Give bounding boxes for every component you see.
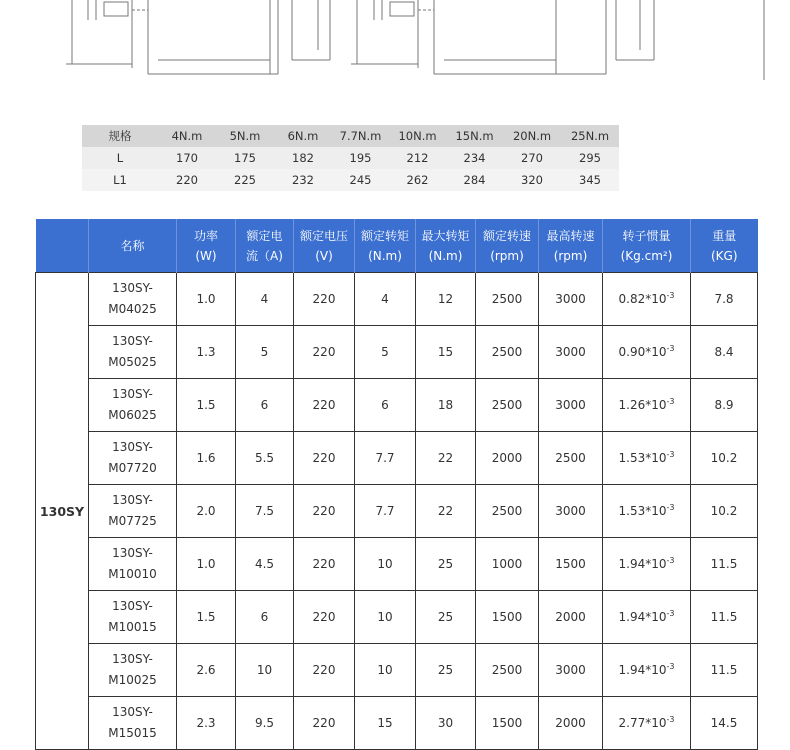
dimension-header-cell: 20N.m [503,125,561,147]
voltage-cell: 220 [294,644,355,697]
inertia-multiplier: *10 [645,716,667,730]
spec-row [36,644,758,697]
spec-header-line1: 转子惯量 [622,228,671,243]
rated-torque-cell: 6 [355,379,416,432]
rated-speed-cell: 2500 [476,273,539,326]
inertia-multiplier: *10 [645,398,667,412]
rated-speed-cell: 2000 [476,432,539,485]
max-torque-cell: 22 [416,432,476,485]
spec-header-line1: 重量 [712,228,737,243]
rated-torque-cell: 4 [355,273,416,326]
inertia-cell [603,432,691,485]
dimension-cell: 234 [446,147,503,169]
dimension-cell: 284 [446,169,503,191]
model-code: M10015 [108,620,157,634]
spec-header-cell [691,219,758,273]
dimension-header-cell: 25N.m [561,125,619,147]
model-code: M06025 [108,408,157,422]
dimension-cell: 170 [158,147,216,169]
spec-row [36,697,758,750]
rated-speed-cell: 1500 [476,697,539,750]
current-cell: 4.5 [236,538,294,591]
model-code: M04025 [108,302,157,316]
dimension-cell: 245 [332,169,389,191]
spec-header-line1: 额定转速 [482,228,531,243]
max-torque-cell: 15 [416,326,476,379]
inertia-value: 1.53 [618,504,646,518]
max-speed-cell: 2000 [539,591,603,644]
dimension-cell: 220 [158,169,216,191]
inertia-value: 1.94 [618,663,646,677]
rated-speed-cell: 2500 [476,379,539,432]
model-prefix: 130SY- [112,387,153,401]
weight-cell: 11.5 [691,644,758,697]
spec-header-line2: (N.m) [368,248,402,263]
spec-row [36,432,758,485]
max-speed-cell: 3000 [539,644,603,697]
spec-row [36,273,758,326]
dimension-cell: L [82,147,158,169]
dimension-cell: 270 [503,147,561,169]
model-code: M07720 [108,461,157,475]
inertia-exponent: -3 [666,344,675,353]
weight-cell: 10.2 [691,432,758,485]
inertia-value: 2.77 [618,716,646,730]
spec-header-cell [539,219,603,273]
current-cell: 9.5 [236,697,294,750]
inertia-multiplier: *10 [645,345,667,359]
weight-cell: 8.4 [691,326,758,379]
model-prefix: 130SY- [112,334,153,348]
inertia-cell [603,538,691,591]
inertia-multiplier: *10 [645,557,667,571]
rated-torque-cell: 7.7 [355,432,416,485]
spec-header-line2: (rpm) [490,248,524,263]
rated-speed-cell: 2500 [476,644,539,697]
inertia-cell [603,697,691,750]
dimension-cell: 262 [389,169,446,191]
dimension-header-cell: 7.7N.m [332,125,389,147]
model-code: M15015 [108,726,157,740]
inertia-exponent: -3 [666,503,675,512]
power-cell: 1.0 [177,273,236,326]
spec-header-line1: 功率 [193,228,218,243]
weight-cell: 7.8 [691,273,758,326]
rated-speed-cell: 1500 [476,591,539,644]
model-code: M10025 [108,673,157,687]
model-prefix: 130SY- [112,705,153,719]
inertia-exponent: -3 [666,715,675,724]
model-cell [89,432,177,485]
weight-cell: 10.2 [691,485,758,538]
spec-header-cell [294,219,355,273]
rated-speed-cell: 2500 [476,326,539,379]
dimension-cell: L1 [82,169,158,191]
rated-speed-cell: 1000 [476,538,539,591]
model-code: M10010 [108,567,157,581]
inertia-cell [603,273,691,326]
spec-header-line1: 最高转速 [546,228,595,243]
current-cell: 10 [236,644,294,697]
spec-header-cell [89,219,177,273]
model-cell [89,538,177,591]
current-cell: 5 [236,326,294,379]
model-cell [89,273,177,326]
voltage-cell: 220 [294,485,355,538]
dimension-header-cell: 6N.m [274,125,332,147]
spec-header-line1: 最大转矩 [421,228,470,243]
dimension-cell: 195 [332,147,389,169]
dimension-header-row [82,125,619,147]
dimension-header-cell: 4N.m [158,125,216,147]
inertia-multiplier: *10 [645,663,667,677]
spec-row [36,379,758,432]
spec-row [36,591,758,644]
spec-header-line2: (N.m) [428,248,463,263]
max-speed-cell: 3000 [539,273,603,326]
voltage-cell: 220 [294,432,355,485]
dimension-header-cell: 15N.m [446,125,503,147]
spec-header-cell [476,219,539,273]
voltage-cell: 220 [294,697,355,750]
inertia-cell [603,644,691,697]
power-cell: 2.0 [177,485,236,538]
spec-row [36,485,758,538]
dimension-header-cell: 规格 [82,125,158,147]
max-torque-cell: 22 [416,485,476,538]
current-cell: 5.5 [236,432,294,485]
inertia-multiplier: *10 [645,292,667,306]
inertia-value: 1.94 [618,610,646,624]
spec-header-line2: (V) [315,248,333,263]
dimension-cell: 320 [503,169,561,191]
inertia-exponent: -3 [666,450,675,459]
spec-header-cell [177,219,236,273]
model-prefix: 130SY- [112,652,153,666]
max-speed-cell: 2500 [539,432,603,485]
weight-cell: 14.5 [691,697,758,750]
dimension-cell: 345 [561,169,619,191]
model-cell [89,485,177,538]
max-speed-cell: 2000 [539,697,603,750]
model-prefix: 130SY- [112,281,153,295]
dimension-row [82,169,619,191]
voltage-cell: 220 [294,379,355,432]
spec-header-line2: (KG) [710,248,738,263]
model-cell [89,591,177,644]
spec-header-line2: (Kg.cm²) [620,248,673,263]
model-prefix: 130SY- [112,440,153,454]
inertia-value: 1.26 [618,398,646,412]
inertia-value: 0.90 [618,345,646,359]
rated-speed-cell: 2500 [476,485,539,538]
model-prefix: 130SY- [112,599,153,613]
weight-cell: 8.9 [691,379,758,432]
inertia-exponent: -3 [666,662,675,671]
max-torque-cell: 25 [416,591,476,644]
current-cell: 4 [236,273,294,326]
inertia-multiplier: *10 [645,451,667,465]
dimension-cell: 232 [274,169,332,191]
max-torque-cell: 12 [416,273,476,326]
inertia-cell [603,379,691,432]
current-cell: 6 [236,591,294,644]
spec-row [36,538,758,591]
voltage-cell: 220 [294,326,355,379]
dimension-row [82,147,619,169]
rated-torque-cell: 15 [355,697,416,750]
model-prefix: 130SY- [112,493,153,507]
model-prefix: 130SY- [112,546,153,560]
model-cell [89,379,177,432]
max-speed-cell: 3000 [539,485,603,538]
spec-header-line1: 名称 [120,238,145,253]
voltage-cell: 220 [294,538,355,591]
rated-torque-cell: 10 [355,644,416,697]
voltage-cell: 220 [294,273,355,326]
model-cell [89,326,177,379]
inertia-cell [603,326,691,379]
dimension-header-cell: 5N.m [216,125,274,147]
spec-header-cell [603,219,691,273]
inertia-value: 1.53 [618,451,646,465]
power-cell: 2.6 [177,644,236,697]
weight-cell: 11.5 [691,591,758,644]
dimension-cell: 182 [274,147,332,169]
inertia-cell [603,591,691,644]
power-cell: 2.3 [177,697,236,750]
voltage-cell: 220 [294,591,355,644]
power-cell: 1.5 [177,591,236,644]
inertia-cell [603,485,691,538]
inertia-value: 0.82 [618,292,646,306]
dimension-cell: 212 [389,147,446,169]
spec-header-cell [355,219,416,273]
model-code: M07725 [108,514,157,528]
model-cell [89,697,177,750]
dimension-header-cell: 10N.m [389,125,446,147]
rated-torque-cell: 5 [355,326,416,379]
max-speed-cell: 3000 [539,326,603,379]
current-cell: 7.5 [236,485,294,538]
inertia-multiplier: *10 [645,610,667,624]
model-code: M05025 [108,355,157,369]
weight-cell: 11.5 [691,538,758,591]
series-cell: 130SY [36,273,89,750]
rated-torque-cell: 10 [355,591,416,644]
spec-header-line2: (W) [195,248,217,263]
spec-header-line1: 额定转矩 [360,228,409,243]
dimension-table [82,125,619,191]
max-speed-cell: 3000 [539,379,603,432]
spec-header-cell [236,219,294,273]
spec-header-line1: 额定电 [246,228,283,243]
power-cell: 1.6 [177,432,236,485]
max-torque-cell: 18 [416,379,476,432]
max-speed-cell: 1500 [539,538,603,591]
inertia-exponent: -3 [666,556,675,565]
spec-header-line2: 流（A) [246,248,283,263]
inertia-value: 1.94 [618,557,646,571]
power-cell: 1.5 [177,379,236,432]
current-cell: 6 [236,379,294,432]
inertia-multiplier: *10 [645,504,667,518]
model-cell [89,644,177,697]
rated-torque-cell: 10 [355,538,416,591]
power-cell: 1.3 [177,326,236,379]
spec-header-cell [36,219,89,273]
max-torque-cell: 30 [416,697,476,750]
dimension-cell: 295 [561,147,619,169]
spec-table [35,219,758,750]
inertia-exponent: -3 [666,291,675,300]
dimension-cell: 225 [216,169,274,191]
inertia-exponent: -3 [666,609,675,618]
motor-outline-drawing [0,0,790,80]
inertia-exponent: -3 [666,397,675,406]
power-cell: 1.0 [177,538,236,591]
rated-torque-cell: 7.7 [355,485,416,538]
max-torque-cell: 25 [416,538,476,591]
max-torque-cell: 25 [416,644,476,697]
spec-header-cell [416,219,476,273]
spec-row [36,326,758,379]
spec-table-container [35,219,757,750]
spec-header-line2: (rpm) [553,248,588,263]
spec-header-row [36,219,758,273]
spec-header-line1: 额定电压 [299,228,348,243]
dimension-cell: 175 [216,147,274,169]
